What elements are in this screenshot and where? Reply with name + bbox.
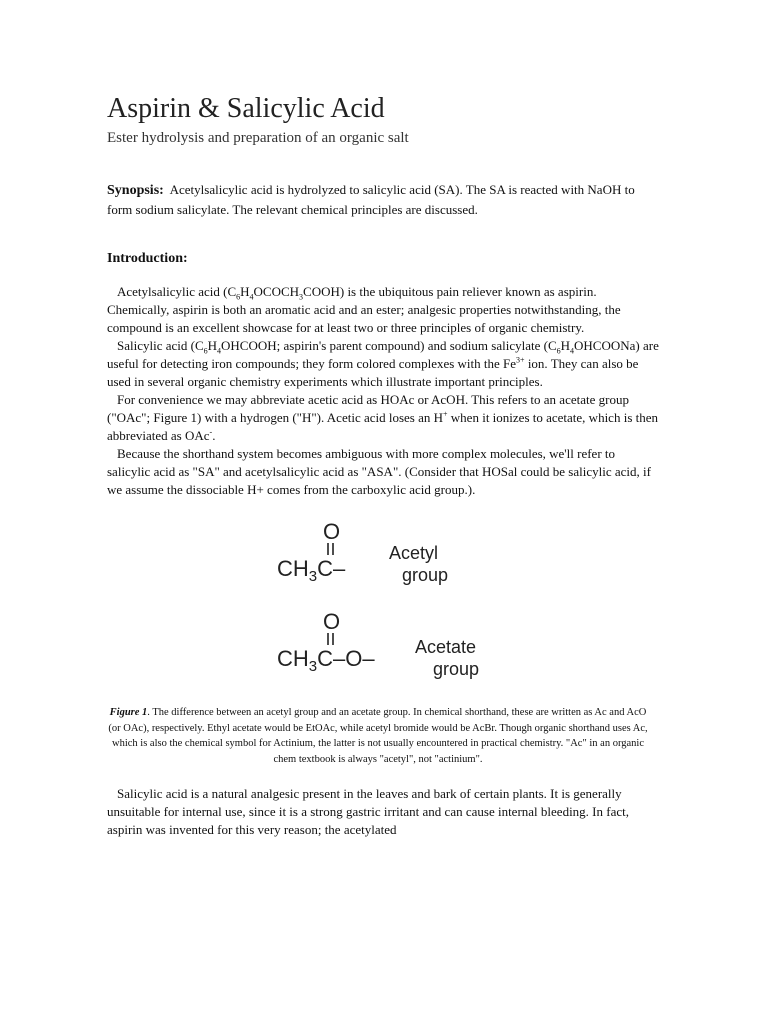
text-run: when it ionizes to acetate, which is then abbreviated as OAc: [107, 410, 659, 443]
intro-paragraph-2: [107, 337, 659, 391]
intro-paragraph-3: [107, 391, 659, 445]
text-run: H: [207, 338, 218, 353]
intro-paragraph-1: [107, 283, 659, 337]
caption-text: . The difference between an acetyl group and an acetate group. In chemical shorthand, these are written as Ac and AcO (or OAc), respectively. Ethyl acetate would be EtOAc, while acetyl bromide would be AcBr. Though organic shorthand uses Ac, which is also the chemical symbol for Actinium, the latter is not usually encountered in practical chemistry. "Ac" in an organic chem textbook is always "acetyl", not "actinium".: [108, 707, 648, 765]
introduction-heading: Introduction:: [107, 251, 188, 266]
document-title: Aspirin & Salicylic Acid: [107, 93, 385, 124]
superscript: -: [209, 427, 213, 437]
text-run: COOH) is the ubiquitous pain reliever known as aspirin. Chemically, aspirin is both an aromatic acid and an ester; analgesic properties notwithstanding, the compound is an excellent showcase for at least two or three principles of organic chemistry.: [107, 284, 621, 335]
subscript: 6: [556, 346, 561, 356]
text-run: For convenience we may abbreviate acetic acid as HOAc or AcOH. This refers to an acetate group ("OAc"; Figure 1) with a hydrogen ("H"). Acetic acid loses an H: [107, 392, 629, 425]
document-subtitle: Ester hydrolysis and preparation of an organic salt: [107, 130, 409, 146]
text-run: .: [212, 428, 216, 443]
acetate-label-line-2: group: [433, 659, 480, 679]
synopsis-label: Synopsis:: [107, 183, 164, 198]
text-run: OHCOOH; aspirin's parent compound) and sodium salicylate (C: [221, 338, 557, 353]
closing-paragraph-1: Salicylic acid is a natural analgesic present in the leaves and bark of certain plants. It is generally unsuitable for internal use, since it is a strong gastric irritant and can cause internal bleeding. In fact, aspirin was invented for this very reason; the acetylated: [107, 786, 629, 837]
acetyl-label-line-1: Acetyl: [389, 543, 439, 563]
acetyl-oxygen-atom: O: [323, 519, 341, 544]
acetyl-formula: $CH_3C-$: [277, 556, 346, 585]
introduction-body: [107, 283, 659, 499]
subscript: 6: [236, 292, 241, 302]
subscript: 4: [570, 346, 575, 356]
superscript: +: [443, 409, 448, 419]
subscript: 4: [249, 292, 254, 302]
superscript: 3+: [516, 355, 525, 365]
synopsis-paragraph: [107, 180, 659, 219]
acetate-label-line-1: Acetate: [415, 637, 477, 657]
synopsis-text: Acetylsalicylic acid is hydrolyzed to salicylic acid (SA). The SA is reacted with NaOH to form sodium salicylate. The relevant chemical principles are discussed.: [107, 182, 635, 217]
text-run: Acetylsalicylic acid (C: [117, 284, 237, 299]
text-run: OHCOONa) are useful for detecting iron compounds; they form colored complexes with the Fe: [107, 338, 659, 371]
text-run: H: [560, 338, 571, 353]
text-run: H: [240, 284, 250, 299]
caption-label: Figure 1: [109, 707, 148, 718]
text-run: ion. They can also be used in several organic chemistry experiments which illustrate important principles.: [107, 356, 639, 389]
figure-1: [107, 519, 659, 701]
document-page: [107, 92, 659, 839]
acetyl-acetate-diagram: [272, 519, 512, 701]
closing-body: [107, 785, 659, 839]
figure-caption: [107, 705, 649, 767]
subscript: 4: [217, 346, 222, 356]
text-run: Salicylic acid (C: [117, 338, 204, 353]
acetyl-label-line-2: group: [402, 565, 449, 585]
subscript: 3: [299, 292, 304, 302]
acetate-oxygen-atom: O: [323, 609, 341, 634]
text-run: OCOCH: [253, 284, 300, 299]
acetate-formula: $CH_3C-O-$: [277, 646, 375, 675]
subscript: 6: [203, 346, 208, 356]
intro-paragraph-4: Because the shorthand system becomes ambiguous with more complex molecules, we'll refer to salicylic acid as "SA" and acetylsalicylic acid as "ASA". (Consider that HOSal could be salicylic acid, if we assume the dissociable H+ comes from the carboxylic acid group.).: [107, 446, 651, 497]
